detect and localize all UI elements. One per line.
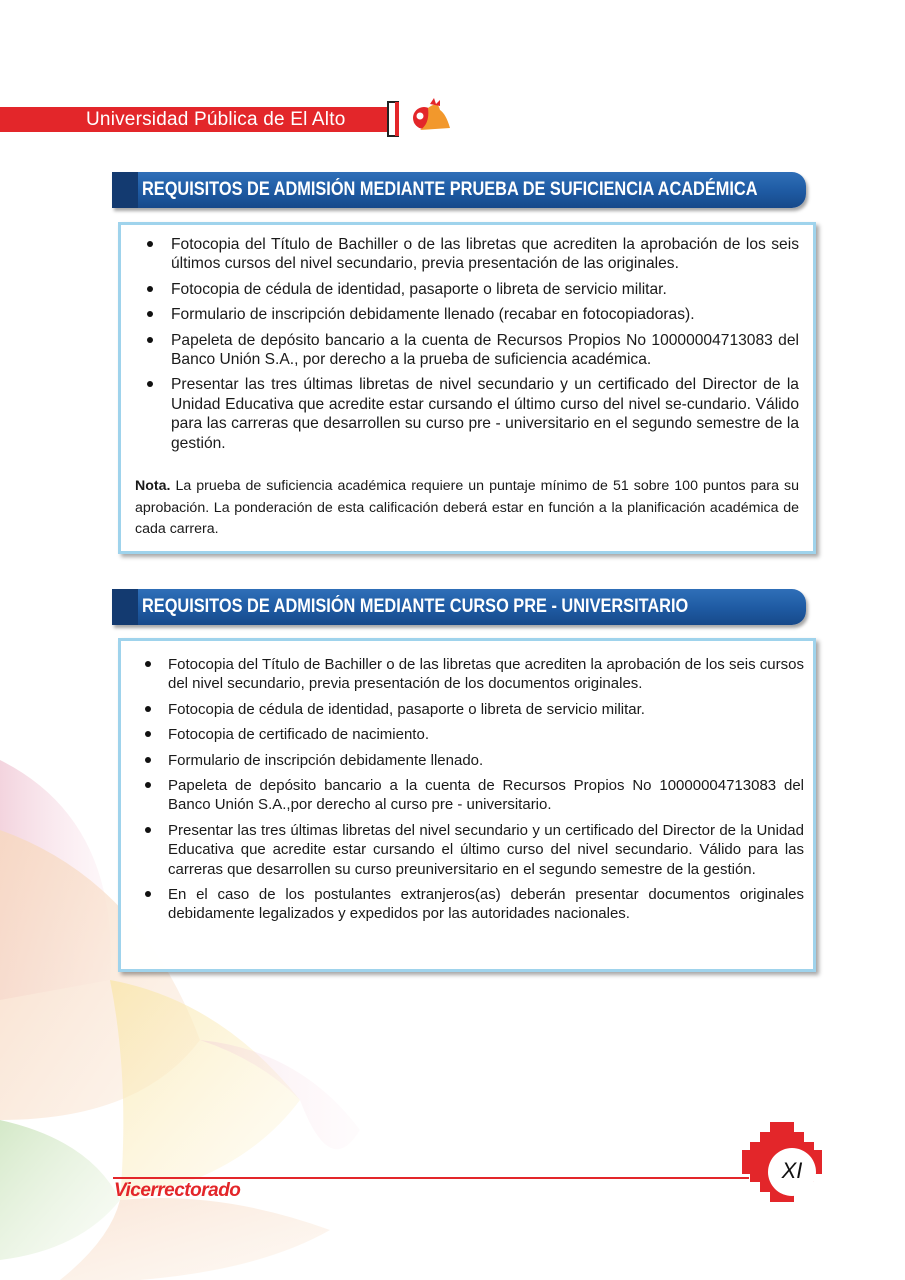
requirements-list	[171, 235, 799, 459]
requirements-box-curso	[118, 638, 816, 972]
note-text: La prueba de suficiencia académica requiere un puntaje mínimo de 51 sobre 100 puntos para su aprobación. La ponderación de esta calificación deberá estar en función a la planificación académica de cada carrera.	[135, 478, 799, 537]
note-label: Nota.	[135, 478, 171, 494]
list-item: Fotocopia de cédula de identidad, pasaporte o libreta de servicio militar.	[168, 700, 804, 719]
requirements-list	[168, 655, 804, 930]
requirements-box-prueba	[118, 222, 816, 554]
note-paragraph	[135, 476, 799, 541]
section-title: REQUISITOS DE ADMISIÓN MEDIANTE CURSO PRE - UNIVERSITARIO	[142, 596, 689, 617]
section-title: REQUISITOS DE ADMISIÓN MEDIANTE PRUEBA DE SUFICIENCIA ACADÉMICA	[142, 179, 758, 200]
section-header-prueba	[112, 172, 806, 208]
list-item: Papeleta de depósito bancario a la cuenta de Recursos Propios No 10000004713083 del Banco Unión S.A.,por derecho al curso pre - universitario.	[168, 777, 804, 814]
list-item: Formulario de inscripción debidamente llenado (recabar en fotocopiadoras).	[171, 305, 799, 324]
list-item: Fotocopia de cédula de identidad, pasaporte o libreta de servicio militar.	[171, 280, 799, 299]
university-logo-icon	[386, 96, 456, 140]
list-item: Presentar las tres últimas libretas de nivel secundario y un certificado del Director de la Unidad Educativa que acredite estar cursando el último curso del nivel se-cundario. Válido para las carreras que desarrollen su curso pre - universitario en el segundo semestre de la gestión.	[171, 376, 799, 452]
footer-rule	[113, 1177, 749, 1179]
page-number: XI	[781, 1158, 803, 1183]
list-item: Papeleta de depósito bancario a la cuenta de Recursos Propios No 10000004713083 del Banco Unión S.A., por derecho a la prueba de suficiencia académica.	[171, 331, 799, 369]
list-item: En el caso de los postulantes extranjeros(as) deberán presentar documentos originales debidamente legalizados y expedidos por las autoridades nacionales.	[168, 886, 804, 923]
list-item: Fotocopia del Título de Bachiller o de las libretas que acrediten la aprobación de los seis últimos cursos del nivel secundario, previa presentación de las originales.	[171, 236, 799, 273]
list-item: Formulario de inscripción debidamente llenado.	[168, 751, 804, 770]
list-item: Fotocopia del Título de Bachiller o de las libretas que acrediten la aprobación de los seis cursos del nivel secundario, previa presentación de los documentos originales.	[168, 656, 804, 693]
footer-brand-logo: Vicerrectorado	[114, 1180, 241, 1201]
section-header-curso	[112, 589, 806, 625]
list-item: Fotocopia de certificado de nacimiento.	[168, 725, 804, 744]
list-item: Presentar las tres últimas libretas del nivel secundario y un certificado del Director de la Unidad Educativa que acredite estar cursando el último curso del nivel secundario. Válido para las carreras que desarrollen su curso preuniversitario en el segundo semestre de la gestión.	[168, 821, 804, 878]
institution-name: Universidad Pública de El Alto	[86, 109, 346, 130]
